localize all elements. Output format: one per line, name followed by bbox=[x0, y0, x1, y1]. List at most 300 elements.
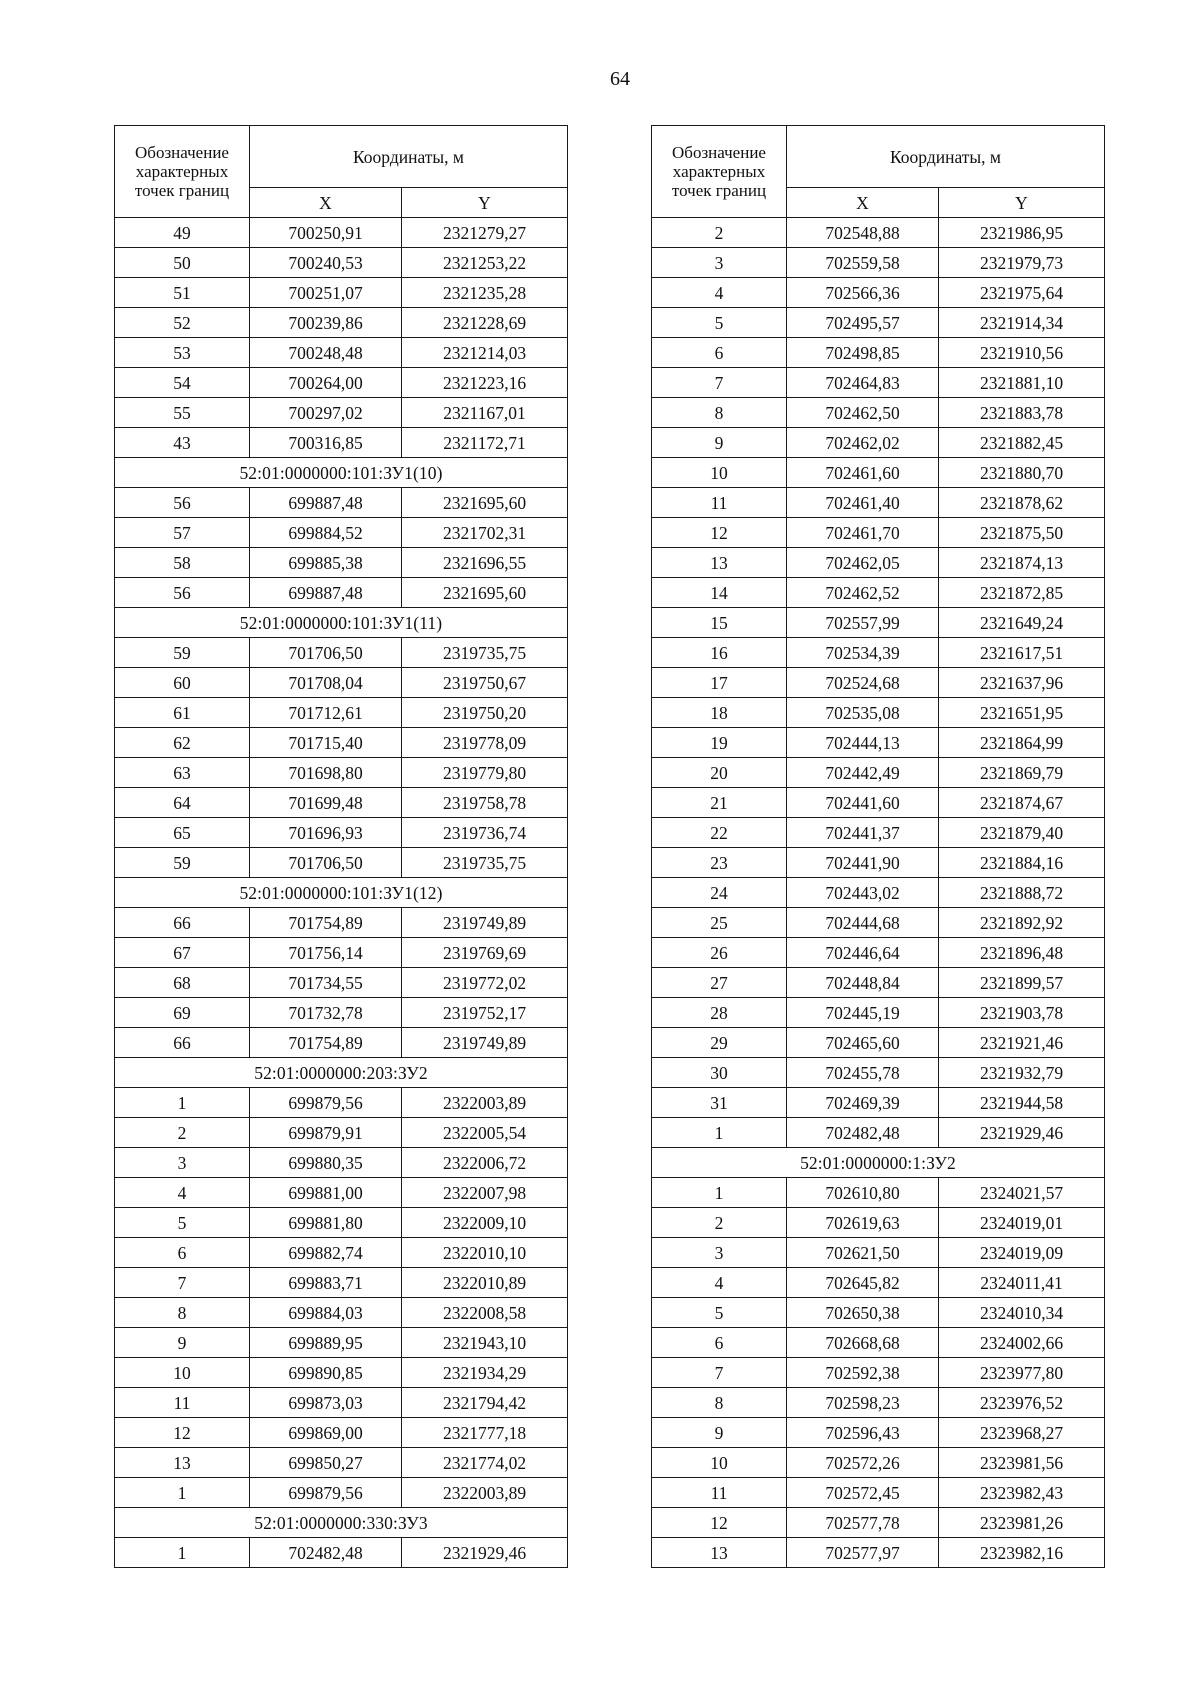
y-cell: 2321884,16 bbox=[939, 848, 1105, 878]
table-row bbox=[115, 908, 568, 938]
y-cell: 2321882,45 bbox=[939, 428, 1105, 458]
point-cell: 56 bbox=[115, 488, 250, 518]
y-cell: 2321874,13 bbox=[939, 548, 1105, 578]
table-row bbox=[652, 1268, 1105, 1298]
header-coordinates: Координаты, м bbox=[787, 126, 1105, 188]
y-cell: 2319772,02 bbox=[402, 968, 568, 998]
point-cell: 66 bbox=[115, 908, 250, 938]
section-cadastral-number: 52:01:0000000:203:ЗУ2 bbox=[115, 1058, 568, 1088]
table-row bbox=[115, 968, 568, 998]
table-row bbox=[115, 848, 568, 878]
y-cell: 2324002,66 bbox=[939, 1328, 1105, 1358]
point-cell: 53 bbox=[115, 338, 250, 368]
table-row bbox=[115, 1358, 568, 1388]
x-cell: 702461,70 bbox=[787, 518, 939, 548]
point-cell: 13 bbox=[115, 1448, 250, 1478]
x-cell: 700264,00 bbox=[250, 368, 402, 398]
table-row bbox=[115, 1028, 568, 1058]
y-cell: 2321695,60 bbox=[402, 488, 568, 518]
x-cell: 701708,04 bbox=[250, 668, 402, 698]
table-row bbox=[652, 1028, 1105, 1058]
y-cell: 2322010,89 bbox=[402, 1268, 568, 1298]
table-row bbox=[652, 968, 1105, 998]
point-cell: 4 bbox=[652, 1268, 787, 1298]
table-row bbox=[652, 728, 1105, 758]
x-cell: 699887,48 bbox=[250, 578, 402, 608]
x-cell: 702548,88 bbox=[787, 218, 939, 248]
point-cell: 1 bbox=[115, 1088, 250, 1118]
y-cell: 2321777,18 bbox=[402, 1418, 568, 1448]
table-row bbox=[652, 818, 1105, 848]
x-cell: 702462,50 bbox=[787, 398, 939, 428]
table-row bbox=[652, 1538, 1105, 1568]
table-row bbox=[115, 548, 568, 578]
table-row bbox=[652, 248, 1105, 278]
table-row bbox=[652, 668, 1105, 698]
table-body-right bbox=[652, 218, 1105, 1568]
point-cell: 27 bbox=[652, 968, 787, 998]
table-row bbox=[115, 728, 568, 758]
section-cadastral-number: 52:01:0000000:101:ЗУ1(11) bbox=[115, 608, 568, 638]
table-row bbox=[652, 278, 1105, 308]
x-cell: 702444,68 bbox=[787, 908, 939, 938]
section-cadastral-number: 52:01:0000000:1:ЗУ2 bbox=[652, 1148, 1105, 1178]
table-row bbox=[115, 1238, 568, 1268]
x-cell: 701698,80 bbox=[250, 758, 402, 788]
y-cell: 2321944,58 bbox=[939, 1088, 1105, 1118]
x-cell: 702557,99 bbox=[787, 608, 939, 638]
table-row bbox=[115, 1418, 568, 1448]
x-cell: 699879,56 bbox=[250, 1478, 402, 1508]
x-cell: 702469,39 bbox=[787, 1088, 939, 1118]
y-cell: 2321774,02 bbox=[402, 1448, 568, 1478]
y-cell: 2319778,09 bbox=[402, 728, 568, 758]
table-body-left bbox=[115, 218, 568, 1568]
y-cell: 2319750,20 bbox=[402, 698, 568, 728]
y-cell: 2321223,16 bbox=[402, 368, 568, 398]
point-cell: 23 bbox=[652, 848, 787, 878]
x-cell: 702442,49 bbox=[787, 758, 939, 788]
x-cell: 702441,90 bbox=[787, 848, 939, 878]
x-cell: 702495,57 bbox=[787, 308, 939, 338]
y-cell: 2321934,29 bbox=[402, 1358, 568, 1388]
table-row bbox=[115, 1448, 568, 1478]
y-cell: 2321878,62 bbox=[939, 488, 1105, 518]
point-cell: 62 bbox=[115, 728, 250, 758]
header-y: Y bbox=[939, 188, 1105, 218]
point-cell: 6 bbox=[115, 1238, 250, 1268]
point-cell: 43 bbox=[115, 428, 250, 458]
x-cell: 702443,02 bbox=[787, 878, 939, 908]
table-row bbox=[652, 638, 1105, 668]
header-x: X bbox=[787, 188, 939, 218]
table-row bbox=[115, 788, 568, 818]
table-row bbox=[115, 398, 568, 428]
table-row bbox=[652, 1478, 1105, 1508]
y-cell: 2321888,72 bbox=[939, 878, 1105, 908]
y-cell: 2321899,57 bbox=[939, 968, 1105, 998]
y-cell: 2321910,56 bbox=[939, 338, 1105, 368]
y-cell: 2324021,57 bbox=[939, 1178, 1105, 1208]
point-cell: 1 bbox=[652, 1178, 787, 1208]
y-cell: 2321975,64 bbox=[939, 278, 1105, 308]
point-cell: 11 bbox=[652, 488, 787, 518]
point-cell: 8 bbox=[652, 1388, 787, 1418]
y-cell: 2319750,67 bbox=[402, 668, 568, 698]
x-cell: 701756,14 bbox=[250, 938, 402, 968]
x-cell: 702572,26 bbox=[787, 1448, 939, 1478]
table-row bbox=[115, 818, 568, 848]
x-cell: 701706,50 bbox=[250, 848, 402, 878]
header-y: Y bbox=[402, 188, 568, 218]
y-cell: 2321892,92 bbox=[939, 908, 1105, 938]
y-cell: 2321864,99 bbox=[939, 728, 1105, 758]
y-cell: 2321880,70 bbox=[939, 458, 1105, 488]
table-row bbox=[652, 848, 1105, 878]
table-row bbox=[115, 998, 568, 1028]
point-cell: 69 bbox=[115, 998, 250, 1028]
y-cell: 2323982,16 bbox=[939, 1538, 1105, 1568]
table-row bbox=[652, 758, 1105, 788]
table-row bbox=[115, 758, 568, 788]
header-coordinates: Координаты, м bbox=[250, 126, 568, 188]
y-cell: 2324010,34 bbox=[939, 1298, 1105, 1328]
y-cell: 2322005,54 bbox=[402, 1118, 568, 1148]
x-cell: 699873,03 bbox=[250, 1388, 402, 1418]
section-row bbox=[115, 1508, 568, 1538]
section-row bbox=[115, 458, 568, 488]
table-row bbox=[115, 1478, 568, 1508]
x-cell: 702482,48 bbox=[787, 1118, 939, 1148]
x-cell: 702559,58 bbox=[787, 248, 939, 278]
table-row bbox=[115, 1088, 568, 1118]
y-cell: 2322006,72 bbox=[402, 1148, 568, 1178]
section-cadastral-number: 52:01:0000000:330:ЗУ3 bbox=[115, 1508, 568, 1538]
table-row bbox=[652, 938, 1105, 968]
table-row bbox=[652, 458, 1105, 488]
table-row bbox=[115, 698, 568, 728]
table-row bbox=[652, 1058, 1105, 1088]
point-cell: 17 bbox=[652, 668, 787, 698]
point-cell: 28 bbox=[652, 998, 787, 1028]
x-cell: 699889,95 bbox=[250, 1328, 402, 1358]
table-row bbox=[652, 578, 1105, 608]
x-cell: 702446,64 bbox=[787, 938, 939, 968]
section-row bbox=[115, 1058, 568, 1088]
y-cell: 2322010,10 bbox=[402, 1238, 568, 1268]
x-cell: 699850,27 bbox=[250, 1448, 402, 1478]
y-cell: 2321932,79 bbox=[939, 1058, 1105, 1088]
y-cell: 2321914,34 bbox=[939, 308, 1105, 338]
y-cell: 2321943,10 bbox=[402, 1328, 568, 1358]
point-cell: 12 bbox=[652, 1508, 787, 1538]
point-cell: 31 bbox=[652, 1088, 787, 1118]
section-row bbox=[115, 608, 568, 638]
point-cell: 60 bbox=[115, 668, 250, 698]
table-row bbox=[115, 1148, 568, 1178]
y-cell: 2321702,31 bbox=[402, 518, 568, 548]
point-cell: 6 bbox=[652, 1328, 787, 1358]
x-cell: 701712,61 bbox=[250, 698, 402, 728]
table-row bbox=[115, 338, 568, 368]
point-cell: 30 bbox=[652, 1058, 787, 1088]
table-row bbox=[115, 518, 568, 548]
x-cell: 702645,82 bbox=[787, 1268, 939, 1298]
header-x: X bbox=[250, 188, 402, 218]
x-cell: 702445,19 bbox=[787, 998, 939, 1028]
x-cell: 699885,38 bbox=[250, 548, 402, 578]
point-cell: 67 bbox=[115, 938, 250, 968]
x-cell: 702498,85 bbox=[787, 338, 939, 368]
table-row bbox=[652, 548, 1105, 578]
table-row bbox=[115, 938, 568, 968]
x-cell: 699890,85 bbox=[250, 1358, 402, 1388]
y-cell: 2321167,01 bbox=[402, 398, 568, 428]
point-cell: 1 bbox=[652, 1118, 787, 1148]
table-row bbox=[115, 218, 568, 248]
x-cell: 701715,40 bbox=[250, 728, 402, 758]
y-cell: 2319769,69 bbox=[402, 938, 568, 968]
table-row bbox=[115, 368, 568, 398]
point-cell: 18 bbox=[652, 698, 787, 728]
x-cell: 702444,13 bbox=[787, 728, 939, 758]
x-cell: 701696,93 bbox=[250, 818, 402, 848]
y-cell: 2322003,89 bbox=[402, 1478, 568, 1508]
table-row bbox=[115, 248, 568, 278]
point-cell: 14 bbox=[652, 578, 787, 608]
point-cell: 29 bbox=[652, 1028, 787, 1058]
point-cell: 10 bbox=[652, 1448, 787, 1478]
point-cell: 19 bbox=[652, 728, 787, 758]
point-cell: 68 bbox=[115, 968, 250, 998]
table-row bbox=[115, 1388, 568, 1418]
table-row bbox=[652, 908, 1105, 938]
x-cell: 702441,60 bbox=[787, 788, 939, 818]
x-cell: 702465,60 bbox=[787, 1028, 939, 1058]
x-cell: 702610,80 bbox=[787, 1178, 939, 1208]
y-cell: 2319736,74 bbox=[402, 818, 568, 848]
table-row bbox=[652, 998, 1105, 1028]
x-cell: 702596,43 bbox=[787, 1418, 939, 1448]
x-cell: 702535,08 bbox=[787, 698, 939, 728]
point-cell: 7 bbox=[115, 1268, 250, 1298]
point-cell: 26 bbox=[652, 938, 787, 968]
table-row bbox=[652, 368, 1105, 398]
point-cell: 2 bbox=[115, 1118, 250, 1148]
table-row bbox=[652, 488, 1105, 518]
table-row bbox=[652, 518, 1105, 548]
y-cell: 2322009,10 bbox=[402, 1208, 568, 1238]
x-cell: 702464,83 bbox=[787, 368, 939, 398]
x-cell: 702441,37 bbox=[787, 818, 939, 848]
table-row bbox=[115, 1538, 568, 1568]
point-cell: 8 bbox=[652, 398, 787, 428]
y-cell: 2319735,75 bbox=[402, 638, 568, 668]
point-cell: 3 bbox=[652, 1238, 787, 1268]
table-row bbox=[652, 398, 1105, 428]
y-cell: 2321896,48 bbox=[939, 938, 1105, 968]
x-cell: 702592,38 bbox=[787, 1358, 939, 1388]
x-cell: 702524,68 bbox=[787, 668, 939, 698]
y-cell: 2321979,73 bbox=[939, 248, 1105, 278]
x-cell: 701754,89 bbox=[250, 1028, 402, 1058]
table-row bbox=[115, 308, 568, 338]
x-cell: 702534,39 bbox=[787, 638, 939, 668]
point-cell: 8 bbox=[115, 1298, 250, 1328]
x-cell: 701706,50 bbox=[250, 638, 402, 668]
y-cell: 2321874,67 bbox=[939, 788, 1105, 818]
y-cell: 2321253,22 bbox=[402, 248, 568, 278]
table-row bbox=[652, 1298, 1105, 1328]
point-cell: 7 bbox=[652, 368, 787, 398]
coordinates-table-left bbox=[114, 125, 568, 1568]
table-row bbox=[652, 1448, 1105, 1478]
y-cell: 2321172,71 bbox=[402, 428, 568, 458]
point-cell: 66 bbox=[115, 1028, 250, 1058]
point-cell: 64 bbox=[115, 788, 250, 818]
table-row bbox=[652, 608, 1105, 638]
x-cell: 700251,07 bbox=[250, 278, 402, 308]
x-cell: 702461,40 bbox=[787, 488, 939, 518]
y-cell: 2319735,75 bbox=[402, 848, 568, 878]
y-cell: 2321228,69 bbox=[402, 308, 568, 338]
table-row bbox=[652, 1118, 1105, 1148]
point-cell: 59 bbox=[115, 848, 250, 878]
y-cell: 2321696,55 bbox=[402, 548, 568, 578]
point-cell: 4 bbox=[115, 1178, 250, 1208]
table-row bbox=[115, 668, 568, 698]
table-row bbox=[652, 338, 1105, 368]
table-row bbox=[652, 308, 1105, 338]
y-cell: 2323976,52 bbox=[939, 1388, 1105, 1418]
point-cell: 10 bbox=[652, 458, 787, 488]
table-row bbox=[115, 1208, 568, 1238]
table-row bbox=[652, 788, 1105, 818]
point-cell: 49 bbox=[115, 218, 250, 248]
page-number: 64 bbox=[610, 68, 630, 90]
x-cell: 699883,71 bbox=[250, 1268, 402, 1298]
y-cell: 2321929,46 bbox=[939, 1118, 1105, 1148]
y-cell: 2321921,46 bbox=[939, 1028, 1105, 1058]
x-cell: 702598,23 bbox=[787, 1388, 939, 1418]
table-row bbox=[115, 1328, 568, 1358]
x-cell: 700248,48 bbox=[250, 338, 402, 368]
x-cell: 700240,53 bbox=[250, 248, 402, 278]
point-cell: 54 bbox=[115, 368, 250, 398]
x-cell: 699887,48 bbox=[250, 488, 402, 518]
table-row bbox=[652, 698, 1105, 728]
x-cell: 702668,68 bbox=[787, 1328, 939, 1358]
y-cell: 2322008,58 bbox=[402, 1298, 568, 1328]
x-cell: 702577,78 bbox=[787, 1508, 939, 1538]
y-cell: 2322007,98 bbox=[402, 1178, 568, 1208]
x-cell: 699879,56 bbox=[250, 1088, 402, 1118]
y-cell: 2321235,28 bbox=[402, 278, 568, 308]
point-cell: 9 bbox=[652, 428, 787, 458]
table-row bbox=[652, 1508, 1105, 1538]
point-cell: 7 bbox=[652, 1358, 787, 1388]
x-cell: 699884,52 bbox=[250, 518, 402, 548]
point-cell: 6 bbox=[652, 338, 787, 368]
y-cell: 2321214,03 bbox=[402, 338, 568, 368]
x-cell: 699881,80 bbox=[250, 1208, 402, 1238]
point-cell: 25 bbox=[652, 908, 787, 938]
x-cell: 702566,36 bbox=[787, 278, 939, 308]
point-cell: 1 bbox=[115, 1478, 250, 1508]
y-cell: 2321883,78 bbox=[939, 398, 1105, 428]
y-cell: 2319779,80 bbox=[402, 758, 568, 788]
y-cell: 2319758,78 bbox=[402, 788, 568, 818]
y-cell: 2321651,95 bbox=[939, 698, 1105, 728]
table-row bbox=[115, 428, 568, 458]
y-cell: 2321903,78 bbox=[939, 998, 1105, 1028]
x-cell: 700297,02 bbox=[250, 398, 402, 428]
table-row bbox=[115, 1298, 568, 1328]
x-cell: 699880,35 bbox=[250, 1148, 402, 1178]
x-cell: 702572,45 bbox=[787, 1478, 939, 1508]
y-cell: 2321869,79 bbox=[939, 758, 1105, 788]
point-cell: 24 bbox=[652, 878, 787, 908]
y-cell: 2323982,43 bbox=[939, 1478, 1105, 1508]
point-cell: 5 bbox=[652, 1298, 787, 1328]
point-cell: 4 bbox=[652, 278, 787, 308]
point-cell: 11 bbox=[652, 1478, 787, 1508]
table-row bbox=[652, 1328, 1105, 1358]
y-cell: 2319749,89 bbox=[402, 1028, 568, 1058]
table-row bbox=[115, 1178, 568, 1208]
point-cell: 2 bbox=[652, 1208, 787, 1238]
point-cell: 15 bbox=[652, 608, 787, 638]
x-cell: 702482,48 bbox=[250, 1538, 402, 1568]
x-cell: 700316,85 bbox=[250, 428, 402, 458]
y-cell: 2321649,24 bbox=[939, 608, 1105, 638]
point-cell: 9 bbox=[115, 1328, 250, 1358]
x-cell: 699879,91 bbox=[250, 1118, 402, 1148]
point-cell: 63 bbox=[115, 758, 250, 788]
point-cell: 3 bbox=[115, 1148, 250, 1178]
x-cell: 699869,00 bbox=[250, 1418, 402, 1448]
x-cell: 702577,97 bbox=[787, 1538, 939, 1568]
x-cell: 702462,02 bbox=[787, 428, 939, 458]
x-cell: 702461,60 bbox=[787, 458, 939, 488]
point-cell: 5 bbox=[115, 1208, 250, 1238]
y-cell: 2321695,60 bbox=[402, 578, 568, 608]
point-cell: 9 bbox=[652, 1418, 787, 1448]
table-row bbox=[652, 878, 1105, 908]
point-cell: 52 bbox=[115, 308, 250, 338]
x-cell: 702619,63 bbox=[787, 1208, 939, 1238]
table-row bbox=[652, 428, 1105, 458]
table-row bbox=[115, 638, 568, 668]
y-cell: 2321279,27 bbox=[402, 218, 568, 248]
y-cell: 2323977,80 bbox=[939, 1358, 1105, 1388]
table-row bbox=[652, 1208, 1105, 1238]
x-cell: 702462,52 bbox=[787, 578, 939, 608]
point-cell: 16 bbox=[652, 638, 787, 668]
y-cell: 2323981,56 bbox=[939, 1448, 1105, 1478]
point-cell: 61 bbox=[115, 698, 250, 728]
point-cell: 10 bbox=[115, 1358, 250, 1388]
section-cadastral-number: 52:01:0000000:101:ЗУ1(10) bbox=[115, 458, 568, 488]
point-cell: 5 bbox=[652, 308, 787, 338]
x-cell: 699882,74 bbox=[250, 1238, 402, 1268]
table-row bbox=[652, 1088, 1105, 1118]
x-cell: 700250,91 bbox=[250, 218, 402, 248]
coordinates-table-right bbox=[651, 125, 1105, 1568]
x-cell: 700239,86 bbox=[250, 308, 402, 338]
table-row bbox=[652, 1418, 1105, 1448]
y-cell: 2323981,26 bbox=[939, 1508, 1105, 1538]
